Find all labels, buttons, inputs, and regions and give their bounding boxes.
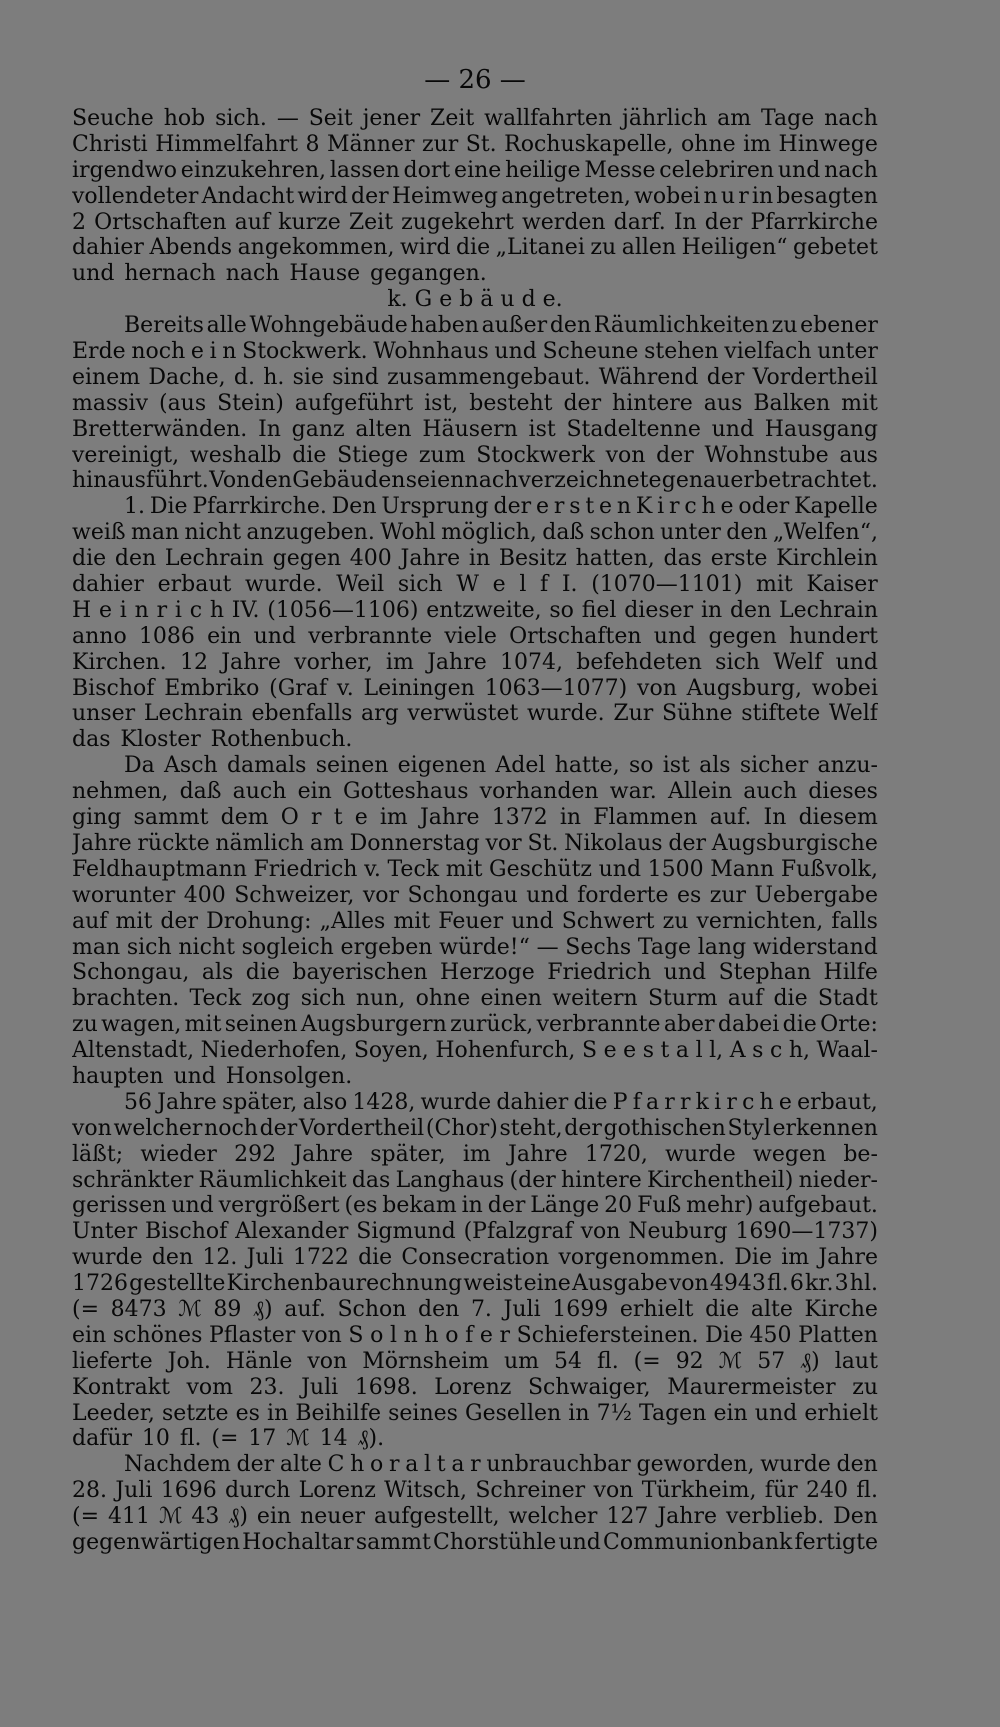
- page-text-body: [72, 106, 878, 1556]
- text-line: Schongau, als die bayerischen Herzoge Friedrich und Stephan Hilfe: [72, 960, 878, 986]
- text-line: Da Asch damals seinen eigenen Adel hatte, so ist als sicher anzu-: [124, 753, 878, 779]
- text-line: Erde noch e i n Stockwerk. Wohnhaus und Scheune stehen vielfach unter: [72, 339, 878, 365]
- text-line: 28. Juli 1696 durch Lorenz Witsch, Schreiner von Türkheim, für 240 fl.: [72, 1478, 878, 1504]
- text-line: massiv (aus Stein) aufgeführt ist, besteht der hintere aus Balken mit: [72, 390, 878, 416]
- text-line: und hernach nach Hause gegangen.: [72, 261, 487, 287]
- text-line: von welcher noch der Vordertheil (Chor) steht, der gothischen Styl erkennen: [72, 1115, 878, 1141]
- text-line: dafür 10 fl. (= 17 ℳ 14 ₰).: [72, 1426, 385, 1452]
- text-line: haupten und Honsolgen.: [72, 1063, 353, 1089]
- text-line: Leeder, setzte es in Beihilfe seines Gesellen in 7½ Tagen ein und erhielt: [72, 1400, 878, 1426]
- text-line: unser Lechrain ebenfalls arg verwüstet wurde. Zur Sühne stiftete Welf: [72, 701, 878, 727]
- text-line: auf mit der Drohung: „Alles mit Feuer und Schwert zu vernichten, falls: [72, 908, 878, 934]
- text-line: hinausführt. Von den Gebäuden seien nachverzeichnete genauer betrachtet.: [72, 468, 878, 494]
- text-line: gerissen und vergrößert (es bekam in der Länge 20 Fuß mehr) aufgebaut.: [72, 1193, 878, 1219]
- text-line: ging sammt dem O r t e im Jahre 1372 in Flammen auf. In diesem: [72, 805, 878, 831]
- text-line: Bretterwänden. In ganz alten Häusern ist Stadeltenne und Hausgang: [72, 416, 878, 442]
- text-line: dahier erbaut wurde. Weil sich W e l f I. (1070—1101) mit Kaiser: [72, 572, 878, 598]
- text-line: wurde den 12. Juli 1722 die Consecration vorgenommen. Die im Jahre: [72, 1245, 878, 1271]
- text-line: 56 Jahre später, also 1428, wurde dahier die P f a r r k i r c h e erbaut,: [124, 1089, 878, 1115]
- text-line: Nachdem der alte C h o r a l t a r unbrauchbar geworden, wurde den: [124, 1452, 878, 1478]
- text-line: Feldhauptmann Friedrich v. Teck mit Geschütz und 1500 Mann Fußvolk,: [72, 856, 878, 882]
- text-line: anno 1086 ein und verbrannte viele Ortschaften und gegen hundert: [72, 623, 878, 649]
- text-line: Bischof Embriko (Graf v. Leiningen 1063—1077) von Augsburg, wobei: [72, 675, 878, 701]
- text-line: Kirchen. 12 Jahre vorher, im Jahre 1074, befehdeten sich Welf und: [72, 649, 878, 675]
- text-line: 1726 gestellte Kirchenbaurechnung weist eine Ausgabe von 4943 fl. 6 kr. 3 hl.: [72, 1271, 878, 1297]
- text-line: dahier Abends angekommen, wird die „Litanei zu allen Heiligen“ gebetet: [72, 235, 878, 261]
- text-line: man sich nicht sogleich ergeben würde!“ — Sechs Tage lang widerstand: [72, 934, 878, 960]
- text-line: einem Dache, d. h. sie sind zusammengebaut. Während der Vordertheil: [72, 364, 878, 390]
- text-line: 2 Ortschaften auf kurze Zeit zugekehrt werden darf. In der Pfarrkirche: [72, 209, 878, 235]
- page-number: — 26 —: [424, 65, 526, 95]
- text-line: vollendeter Andacht wird der Heimweg angetreten, wobei n u r in besagten: [72, 183, 878, 209]
- text-line: Christi Himmelfahrt 8 Männer zur St. Rochuskapelle, ohne im Hinwege: [72, 131, 878, 157]
- text-line: Kontrakt vom 23. Juli 1698. Lorenz Schwaiger, Maurermeister zu: [72, 1374, 878, 1400]
- text-line: vereinigt, weshalb die Stiege zum Stockwerk von der Wohnstube aus: [72, 442, 878, 468]
- text-line: (= 411 ℳ 43 ₰) ein neuer aufgestellt, welcher 127 Jahre verblieb. Den: [72, 1504, 878, 1530]
- text-line: nehmen, daß auch ein Gotteshaus vorhanden war. Allein auch dieses: [72, 779, 878, 805]
- text-line: 1. Die Pfarrkirche. Den Ursprung der e r s t e n K i r c h e oder Kapelle: [124, 494, 878, 520]
- text-line: läßt; wieder 292 Jahre später, im Jahre 1720, wurde wegen be-: [72, 1141, 878, 1167]
- text-line: worunter 400 Schweizer, vor Schongau und forderte es zur Uebergabe: [72, 882, 878, 908]
- text-line: H e i n r i c h IV. (1056—1106) entzweite, so fiel dieser in den Lechrain: [72, 597, 878, 623]
- section-heading: k. G e b ä u d e.: [387, 287, 563, 313]
- text-line: weiß man nicht anzugeben. Wohl möglich, daß schon unter den „Welfen“,: [72, 520, 878, 546]
- text-line: zu wagen, mit seinen Augsburgern zurück, verbrannte aber dabei die Orte:: [72, 1012, 878, 1038]
- text-line: Seuche hob sich. — Seit jener Zeit wallfahrten jährlich am Tage nach: [72, 106, 878, 131]
- text-line: irgendwo einzukehren, lassen dort eine heilige Messe celebriren und nach: [72, 157, 878, 183]
- text-line: die den Lechrain gegen 400 Jahre in Besitz hatten, das erste Kirchlein: [72, 546, 878, 572]
- text-line: das Kloster Rothenbuch.: [72, 727, 353, 753]
- text-line: (= 8473 ℳ 89 ₰) auf. Schon den 7. Juli 1699 erhielt die alte Kirche: [72, 1296, 878, 1322]
- text-line: Altenstadt, Niederhofen, Soyen, Hohenfurch, S e e s t a l l, A s c h, Waal-: [72, 1038, 878, 1064]
- text-line: Unter Bischof Alexander Sigmund (Pfalzgraf von Neuburg 1690—1737): [72, 1219, 878, 1245]
- text-line: Jahre rückte nämlich am Donnerstag vor St. Nikolaus der Augsburgische: [72, 830, 878, 856]
- text-line: brachten. Teck zog sich nun, ohne einen weitern Sturm auf die Stadt: [72, 986, 878, 1012]
- text-line: schränkter Räumlichkeit das Langhaus (der hintere Kirchentheil) nieder-: [72, 1167, 878, 1193]
- text-line: Bereits alle Wohngebäude haben außer den Räumlichkeiten zu ebener: [124, 313, 878, 339]
- text-line: lieferte Joh. Hänle von Mörnsheim um 54 fl. (= 92 ℳ 57 ₰) laut: [72, 1348, 878, 1374]
- text-line: ein schönes Pflaster von S o l n h o f e r Schiefersteinen. Die 450 Platten: [72, 1322, 878, 1348]
- text-line: gegenwärtigen Hochaltar sammt Chorstühle und Communionbank fertigte: [72, 1529, 878, 1555]
